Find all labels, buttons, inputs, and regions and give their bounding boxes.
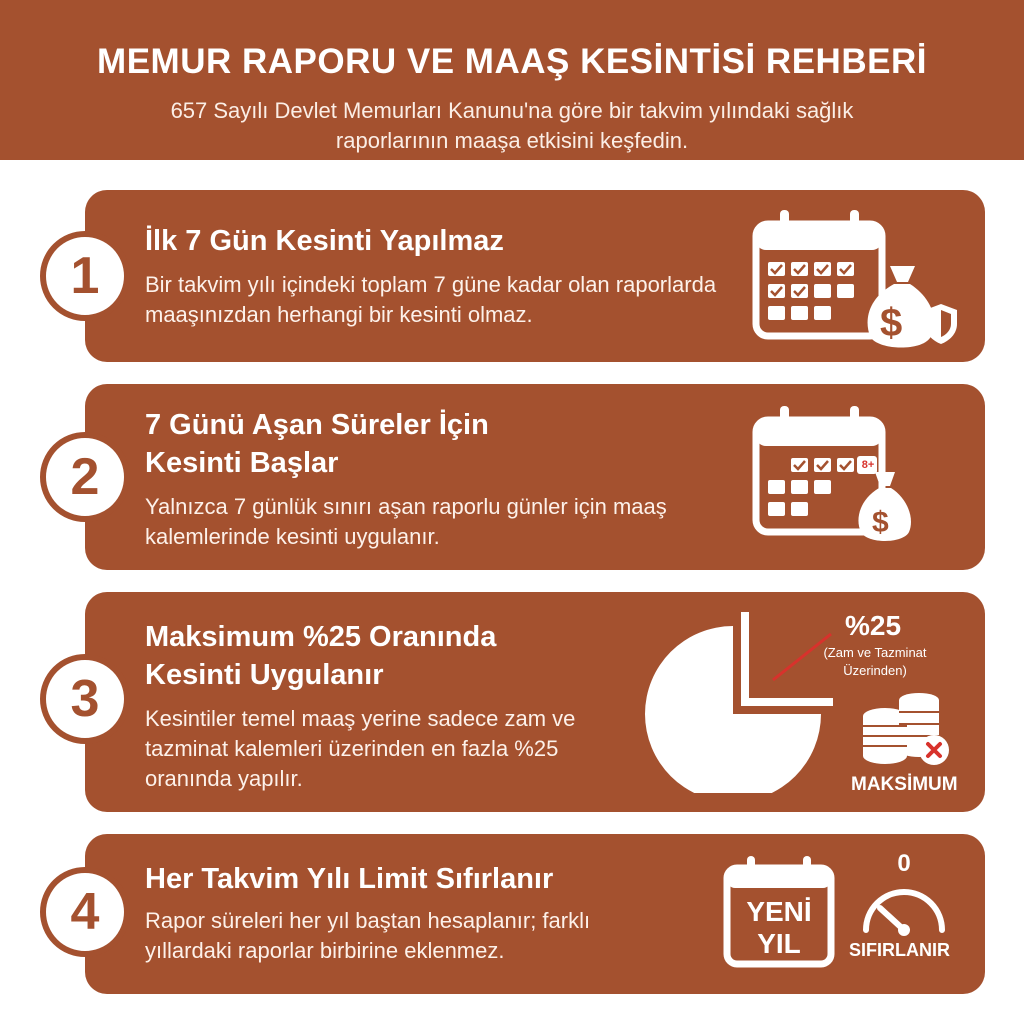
max-label: MAKSİMUM (851, 774, 958, 795)
card-2-title: 7 Günü Aşan Süreler İçin Kesinti Başlar (145, 409, 489, 479)
card-step-2 (85, 384, 985, 570)
card-step-4 (85, 834, 985, 994)
card-2-text: Yalnızca 7 günlük sınırı aşan raporlu günler için maaş kalemlerinde kesinti uygulanır. (145, 494, 667, 549)
svg-text:$: $ (880, 301, 903, 345)
page-subtitle: 657 Sayılı Devlet Memurları Kanunu'na göre bir takvim yılındaki sağlık raporlarının maaşa etkisini keşfedin. (170, 98, 854, 153)
card-step-3 (85, 592, 985, 812)
step-number-4: 4 (40, 867, 130, 957)
step-number-1: 1 (40, 231, 130, 321)
card-1-text: Bir takvim yılı içindeki toplam 7 güne kadar olan raporlarda maaşınızdan herhangi bir kesinti olmaz. (145, 272, 717, 327)
over-limit-badge: 8+ (861, 459, 875, 471)
gauge-icon (858, 878, 950, 938)
pie-percent-label: %25 (845, 610, 902, 641)
svg-text:$: $ (872, 506, 889, 539)
step-number-2: 2 (40, 432, 130, 522)
new-year-label-1: YENİ (746, 896, 812, 927)
shield-icon (923, 302, 959, 346)
reset-label: SIFIRLANIR (849, 940, 950, 960)
page-title: MEMUR RAPORU VE MAAŞ KESİNTİSİ REHBERİ (97, 42, 927, 81)
header-banner (0, 0, 1024, 160)
new-year-label-2: YIL (757, 928, 801, 959)
card-3-title: Maksimum %25 Oranında Kesinti Uygulanır (145, 621, 497, 691)
card-4-title: Her Takvim Yılı Limit Sıfırlanır (145, 863, 554, 895)
gauge-value-label: 0 (897, 850, 911, 877)
money-bag-icon (855, 468, 915, 548)
cross-icon (918, 734, 950, 766)
card-1-title: İlk 7 Gün Kesinti Yapılmaz (145, 225, 504, 257)
step-number-3: 3 (40, 654, 130, 744)
card-step-1 (85, 190, 985, 362)
pie-chart-icon (645, 608, 840, 793)
pie-note-label: (Zam ve Tazminat Üzerinden) (823, 645, 927, 678)
card-3-text: Kesintiler temel maaş yerine sadece zam ve tazminat kalemleri üzerinden en fazla %25 oranında yapılır. (145, 706, 576, 791)
card-4-text: Rapor süreleri her yıl baştan hesaplanır; farklı yıllardaki raporlar birbirine eklenmez. (145, 908, 591, 963)
